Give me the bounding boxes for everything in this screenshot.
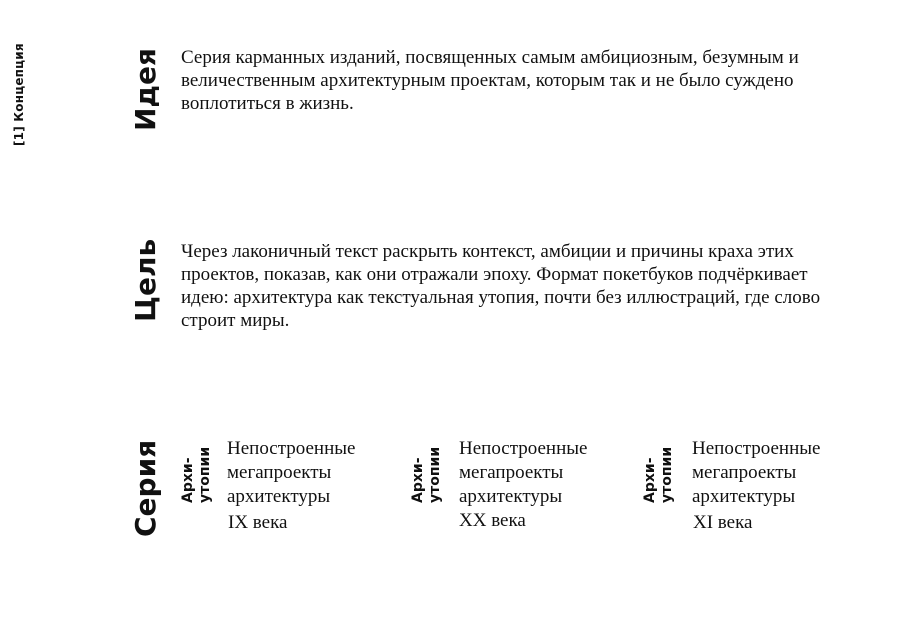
book-title-line: архитектуры: [692, 486, 796, 507]
book-period: IX века: [228, 512, 288, 533]
book-label-line: утопии: [197, 446, 213, 503]
book-title: [227, 437, 355, 509]
book-period: XI века: [693, 512, 753, 533]
book-title-line: архитектуры: [459, 486, 563, 507]
heading-idea: Идея: [129, 47, 162, 131]
book-series-label: [642, 447, 676, 503]
book-title-line: мегапроекты: [692, 462, 797, 483]
book-title-line: мегапроекты: [227, 462, 332, 483]
book-label-line: Архи-: [642, 457, 658, 503]
heading-series: Серия: [129, 439, 162, 537]
book-title: [692, 437, 820, 509]
book-label-line: утопии: [659, 446, 675, 503]
book-title: [459, 437, 587, 509]
book-label-line: Архи-: [180, 457, 196, 503]
book-title-line: мегапроекты: [459, 462, 564, 483]
page-label: [1] Концепция: [12, 43, 26, 146]
book-title-line: Непостроенные: [459, 438, 588, 459]
goal-text: Через лаконичный текст раскрыть контекст, амбиции и причины краха этих проектов, показав, как они отражали эпоху. Формат покетбуков подчёркивает идею: архитектура как текстуальная утопия, почти без иллюстраций, где слово строит миры.: [181, 241, 821, 331]
book-series-label: [410, 447, 444, 503]
book-title-line: Непостроенные: [227, 438, 356, 459]
book-title-line: Непостроенные: [692, 438, 821, 459]
book-label-line: утопии: [427, 446, 443, 503]
book-period: XX века: [459, 510, 526, 531]
book-series-label: [180, 447, 214, 503]
idea-text: Серия карманных изданий, посвященных самым амбициозным, безумным и величественным архитектурным проектам, которым так и не было суждено воплотиться в жизнь.: [181, 47, 799, 114]
book-label-line: Архи-: [410, 457, 426, 503]
book-title-line: архитектуры: [227, 486, 331, 507]
heading-goal: Цель: [129, 238, 162, 322]
